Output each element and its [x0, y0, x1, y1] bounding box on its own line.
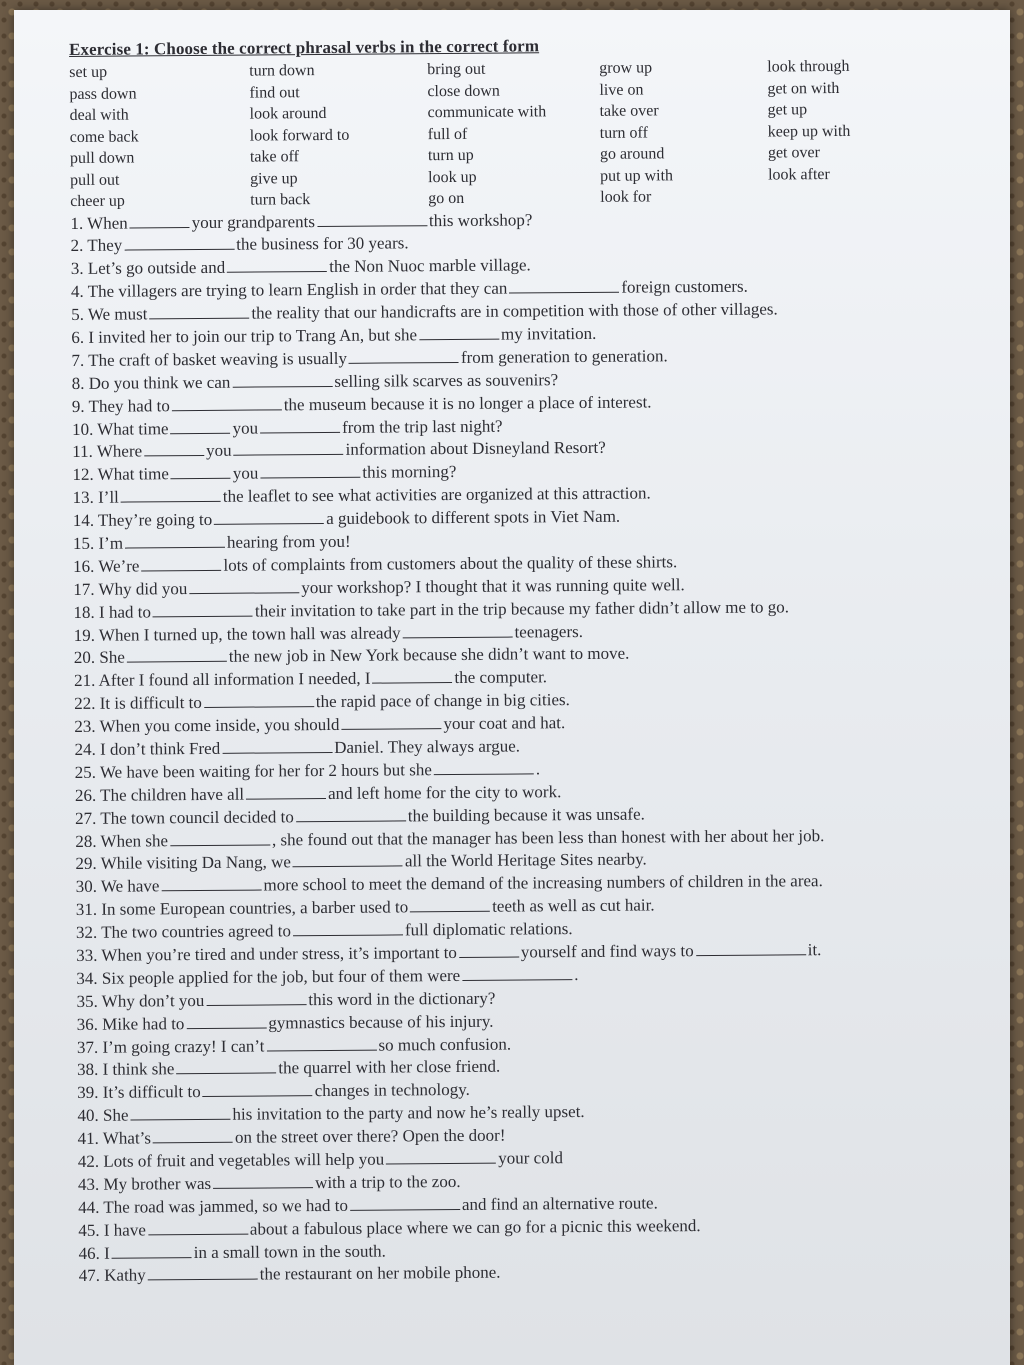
question-text: a guidebook to different spots in Viet Nam. [326, 506, 621, 529]
answer-blank[interactable] [125, 533, 225, 549]
word-bank-item: look forward to [249, 126, 350, 145]
answer-blank[interactable] [349, 348, 459, 364]
question-text: in a small town in the south. [193, 1241, 386, 1262]
answer-blank[interactable] [222, 738, 332, 754]
question-number: 34. [76, 968, 98, 988]
question-text: my invitation. [500, 323, 597, 344]
word-bank-column [599, 57, 768, 209]
question-number: 22. [74, 694, 96, 714]
answer-blank[interactable] [462, 965, 572, 981]
word-bank-item: deal with [69, 106, 129, 124]
question-number: 18. [73, 602, 95, 622]
answer-blank[interactable] [434, 759, 534, 775]
question-text: They had to [88, 395, 170, 416]
question-text: They [87, 235, 123, 256]
question-number: 7. [71, 350, 85, 370]
word-bank-item: turn off [599, 123, 648, 142]
word-bank-item: get on with [767, 79, 840, 98]
question-text: They’re going to [97, 509, 213, 530]
question-text: I invited her to join our trip to Trang An, but she [88, 325, 418, 347]
question-number: 37. [76, 1037, 99, 1057]
word-bank-item: come back [69, 127, 139, 146]
answer-blank[interactable] [260, 463, 360, 479]
question-text: the museum because it is no longer a place of interest. [283, 392, 652, 414]
question-number: 19. [73, 625, 95, 645]
question-text: When you come inside, you should [99, 714, 340, 736]
question-text: about a fabulous place where we can go for a picnic this weekend. [249, 1215, 701, 1239]
question-text: and find an alternative route. [461, 1193, 658, 1214]
question-text: your cold [498, 1148, 563, 1168]
word-bank-item: turn back [250, 191, 311, 209]
question-text: it. [807, 940, 822, 960]
question-text: selling silk scarves as souvenirs? [334, 369, 559, 391]
answer-blank[interactable] [130, 1105, 230, 1121]
question-number: 39. [77, 1083, 99, 1103]
word-bank-item: look after [768, 165, 830, 184]
question-text: Let’s go outside and [87, 258, 226, 279]
word-bank-column [427, 58, 600, 210]
question-number: 45. [78, 1220, 100, 1240]
answer-blank[interactable] [153, 1128, 233, 1144]
question-number: 36. [76, 1014, 99, 1034]
word-bank-item: bring out [427, 60, 486, 79]
word-bank-item: turn up [427, 146, 474, 165]
question-text: with a trip to the zoo. [315, 1171, 461, 1193]
answer-blank[interactable] [130, 213, 190, 228]
question-text: When you’re tired and under stress, it’s important to [101, 942, 457, 965]
answer-blank[interactable] [350, 1195, 460, 1211]
question-text: We’re [98, 556, 140, 576]
answer-blank[interactable] [161, 876, 261, 892]
answer-blank[interactable] [246, 784, 326, 800]
question-text: The children have all [100, 784, 245, 805]
worksheet-content [69, 33, 989, 1288]
word-bank-item: live on [599, 80, 644, 99]
question-number: 26. [74, 785, 97, 805]
word-bank-column [69, 61, 250, 213]
question-number: 16. [73, 556, 95, 576]
question-number: 25. [74, 762, 97, 782]
word-bank-item: full of [427, 125, 468, 143]
word-bank-item: give up [250, 169, 298, 188]
question-text: I have [103, 1220, 146, 1240]
question-number: 5. [71, 304, 84, 325]
question-text: lots of complaints from customers about the quality of these shirts. [223, 552, 678, 575]
word-bank-item: take off [249, 148, 300, 166]
question-text: While visiting Da Nang, we [100, 852, 292, 874]
question-number: 35. [76, 991, 98, 1011]
question-text: the leaflet to see what activities are organized at this attraction. [222, 483, 651, 506]
answer-blank[interactable] [214, 509, 324, 525]
question-number: 6. [71, 327, 85, 347]
answer-blank[interactable] [293, 921, 403, 937]
question-number: 2. [70, 236, 84, 256]
question-text: more school to meet the demand of the increasing numbers of children in the area. [263, 871, 823, 895]
question-number: 27. [75, 808, 97, 828]
answer-blank[interactable] [153, 601, 253, 617]
worksheet-paper [14, 10, 1010, 1365]
question-text: , she found out that the manager has been less than honest with her about her job. [271, 825, 825, 849]
question-text: It’s difficult to [102, 1082, 201, 1103]
question-text: you [232, 418, 259, 438]
question-text: and left home for the city to work. [328, 781, 562, 803]
word-bank-column [767, 55, 928, 207]
answer-blank[interactable] [124, 235, 234, 251]
word-bank-item: go around [599, 145, 665, 163]
question-number: 3. [70, 259, 84, 279]
question-number: 12. [72, 465, 94, 485]
question-text: . [574, 964, 579, 984]
word-bank-item: cheer up [70, 192, 125, 210]
question-text: Daniel. They always argue. [334, 736, 521, 757]
question-text: his invitation to the party and now he’s really upset. [232, 1102, 585, 1124]
question-text: all the World Heritage Sites nearby. [404, 849, 647, 871]
word-bank-item: find out [249, 83, 300, 102]
question-text: We must [87, 304, 148, 324]
answer-blank[interactable] [386, 1149, 496, 1165]
question-number: 20. [73, 648, 96, 668]
answer-blank[interactable] [144, 441, 204, 456]
question-number: 11. [72, 442, 93, 462]
word-bank-item: close down [427, 82, 500, 100]
word-bank-item: turn down [249, 62, 315, 80]
answer-blank[interactable] [171, 464, 231, 479]
question-text: What time [97, 418, 169, 439]
question-text: their invitation to take part in the trip because my father didn’t allow me to go. [254, 597, 790, 621]
word-bank-item: go on [428, 189, 465, 208]
question-text: Why did you [98, 578, 188, 599]
question-text: When I turned up, the town hall was already [98, 622, 401, 645]
question-number: 32. [75, 922, 98, 943]
answer-blank[interactable] [260, 417, 340, 433]
exercise-title: Exercise 1: Choose the correct phrasal verbs in the correct form [69, 36, 540, 59]
answer-blank[interactable] [266, 1035, 376, 1051]
question-text: your workshop? I thought that it was running quite well. [301, 574, 685, 597]
word-bank-item: look through [767, 57, 850, 76]
question-text: When she [100, 830, 169, 851]
question-text: Mike had to [102, 1013, 185, 1034]
question-text: from the trip last night? [341, 416, 503, 437]
answer-blank[interactable] [148, 1265, 258, 1281]
question-number: 33. [76, 945, 98, 965]
question-number: 43. [77, 1174, 100, 1194]
question-text: changes in technology. [314, 1080, 470, 1101]
question-text: yourself and find ways to [520, 941, 694, 962]
question-text: I’m [98, 533, 124, 553]
question-text: I don’t think Fred [99, 738, 221, 759]
question-text: teenagers. [514, 621, 584, 642]
question-text: Where [96, 441, 143, 462]
question-text: information about Disneyland Resort? [345, 438, 606, 460]
answer-blank[interactable] [127, 647, 227, 663]
question-text: hearing from you! [226, 531, 351, 552]
question-text: Six people applied for the job, but four of them were [101, 965, 461, 988]
answer-blank[interactable] [112, 1243, 192, 1259]
word-bank-item: put up with [600, 166, 674, 185]
answer-blank[interactable] [189, 578, 299, 594]
question-text: I think she [102, 1059, 175, 1080]
question-text: the restaurant on her mobile phone. [259, 1263, 501, 1285]
answer-blank[interactable] [696, 940, 806, 956]
word-bank [69, 55, 980, 213]
question-text: the building because it was unsafe. [407, 804, 645, 826]
question-number: 10. [71, 419, 94, 439]
word-bank-item: communicate with [427, 103, 547, 122]
question-text: gymnastics because of his injury. [268, 1011, 494, 1033]
question-number: 44. [78, 1197, 100, 1217]
question-number: 9. [71, 396, 85, 416]
question-text: The craft of basket weaving is usually [88, 348, 347, 370]
question-list [70, 205, 988, 1288]
answer-blank[interactable] [419, 325, 499, 341]
question-text: you [206, 441, 232, 461]
question-text: the reality that our handicrafts are in competition with those of other villages. [251, 299, 778, 323]
question-text: so much confusion. [378, 1034, 512, 1055]
answer-blank[interactable] [410, 897, 490, 913]
answer-blank[interactable] [141, 556, 221, 572]
question-number: 29. [75, 854, 97, 874]
question-text: Why don’t you [101, 990, 205, 1011]
question-number: 31. [75, 900, 98, 920]
question-text: from generation to generation. [460, 346, 668, 367]
question-number: 4. [70, 282, 84, 302]
word-bank-item: look up [428, 168, 477, 186]
word-bank-item: keep up with [767, 122, 851, 141]
question-number: 42. [77, 1151, 100, 1171]
answer-blank[interactable] [227, 257, 327, 273]
answer-blank[interactable] [170, 418, 230, 433]
question-number: 8. [71, 373, 85, 393]
question-text: We have [100, 876, 160, 897]
question-text: Do you think we can [88, 372, 231, 393]
question-text: We have been waiting for her for 2 hours but she [99, 760, 432, 782]
question-text: I’ll [98, 487, 119, 507]
word-bank-item: get over [767, 144, 820, 162]
question-text: teeth as well as cut hair. [492, 895, 655, 916]
question-text: Kathy [104, 1265, 146, 1286]
question-number: 30. [75, 877, 97, 897]
question-text: It is difficult to [99, 693, 202, 713]
answer-blank[interactable] [121, 487, 221, 503]
question-text: The two countries agreed to [101, 921, 292, 942]
question-text: What’s [102, 1128, 152, 1148]
question-text: on the street over there? Open the door! [234, 1125, 506, 1147]
answer-blank[interactable] [232, 372, 332, 388]
word-bank-item: look around [249, 104, 327, 123]
question-text: the Non Nuoc marble village. [329, 255, 531, 277]
word-bank-item: look for [600, 188, 652, 206]
answer-blank[interactable] [149, 304, 249, 320]
question-text: The villagers are trying to learn English in order that they can [87, 278, 508, 302]
question-text: the computer. [454, 667, 548, 688]
question-text: My brother was [103, 1173, 212, 1194]
word-bank-item: get up [767, 101, 808, 119]
word-bank-item: take over [599, 102, 659, 120]
question-number: 28. [75, 831, 97, 851]
answer-blank[interactable] [206, 990, 306, 1006]
question-text: full diplomatic relations. [404, 919, 573, 940]
question-text: In some European countries, a barber used to [101, 897, 409, 919]
answer-blank[interactable] [459, 942, 519, 957]
word-bank-item: pull out [70, 171, 120, 189]
answer-blank[interactable] [148, 1219, 248, 1235]
question-number: 14. [72, 510, 95, 531]
question-text: the rapid pace of change in big cities. [315, 690, 570, 712]
question-text: I had to [98, 602, 152, 622]
question-number: 15. [72, 533, 95, 553]
word-bank-item: pass down [69, 84, 137, 103]
question-text: The town council decided to [100, 806, 294, 828]
question-text: the quarrel with her close friend. [278, 1057, 501, 1078]
question-text: After I found all information I needed, I [98, 668, 371, 691]
question-number: 13. [72, 488, 94, 508]
question-text: She [99, 648, 125, 668]
question-text: this workshop? [428, 209, 533, 230]
question-number: 47. [78, 1266, 101, 1286]
answer-blank[interactable] [341, 714, 441, 730]
answer-blank[interactable] [176, 1059, 276, 1075]
answer-blank[interactable] [296, 806, 406, 822]
answer-blank[interactable] [186, 1013, 266, 1029]
word-bank-item: pull down [69, 149, 135, 167]
question-text: your grandparents [191, 211, 316, 232]
question-text: The road was jammed, so we had to [103, 1195, 348, 1217]
question-text: Lots of fruit and vegetables will help you [103, 1149, 385, 1171]
question-number: 46. [78, 1243, 100, 1263]
word-bank-item: set up [69, 63, 108, 81]
answer-blank[interactable] [172, 395, 282, 411]
question-text: your coat and hat. [443, 713, 566, 734]
answer-blank[interactable] [317, 211, 427, 227]
answer-blank[interactable] [213, 1173, 313, 1189]
question-text: the business for 30 years. [236, 233, 409, 255]
question-text: foreign customers. [621, 276, 748, 297]
question-text: What time [97, 464, 169, 485]
question-number: 17. [73, 579, 95, 599]
question-text: . [535, 759, 541, 779]
answer-blank[interactable] [204, 692, 314, 708]
question-text: this word in the dictionary? [308, 988, 496, 1009]
question-number: 38. [77, 1060, 99, 1080]
question-number: 41. [77, 1128, 99, 1149]
question-number: 21. [73, 671, 96, 691]
question-text: I’m going crazy! I can’t [102, 1036, 265, 1057]
answer-blank[interactable] [509, 278, 619, 294]
answer-blank[interactable] [234, 440, 344, 456]
answer-blank[interactable] [402, 622, 512, 638]
word-bank-column [249, 59, 428, 211]
answer-blank[interactable] [293, 852, 403, 868]
question-text: I [103, 1243, 110, 1263]
answer-blank[interactable] [170, 830, 270, 846]
question-text: the new job in New York because she didn’t want to move. [228, 644, 630, 667]
question-number: 23. [74, 716, 96, 737]
question-text: you [232, 463, 259, 484]
answer-blank[interactable] [372, 668, 452, 684]
question-number: 24. [74, 739, 96, 759]
word-bank-item: grow up [599, 59, 653, 77]
question-number: 40. [77, 1106, 99, 1126]
question-number: 1. [70, 213, 84, 233]
question-text: She [102, 1105, 129, 1126]
question-text: this morning? [362, 462, 457, 483]
answer-blank[interactable] [203, 1081, 313, 1097]
question-text: When [87, 213, 128, 233]
